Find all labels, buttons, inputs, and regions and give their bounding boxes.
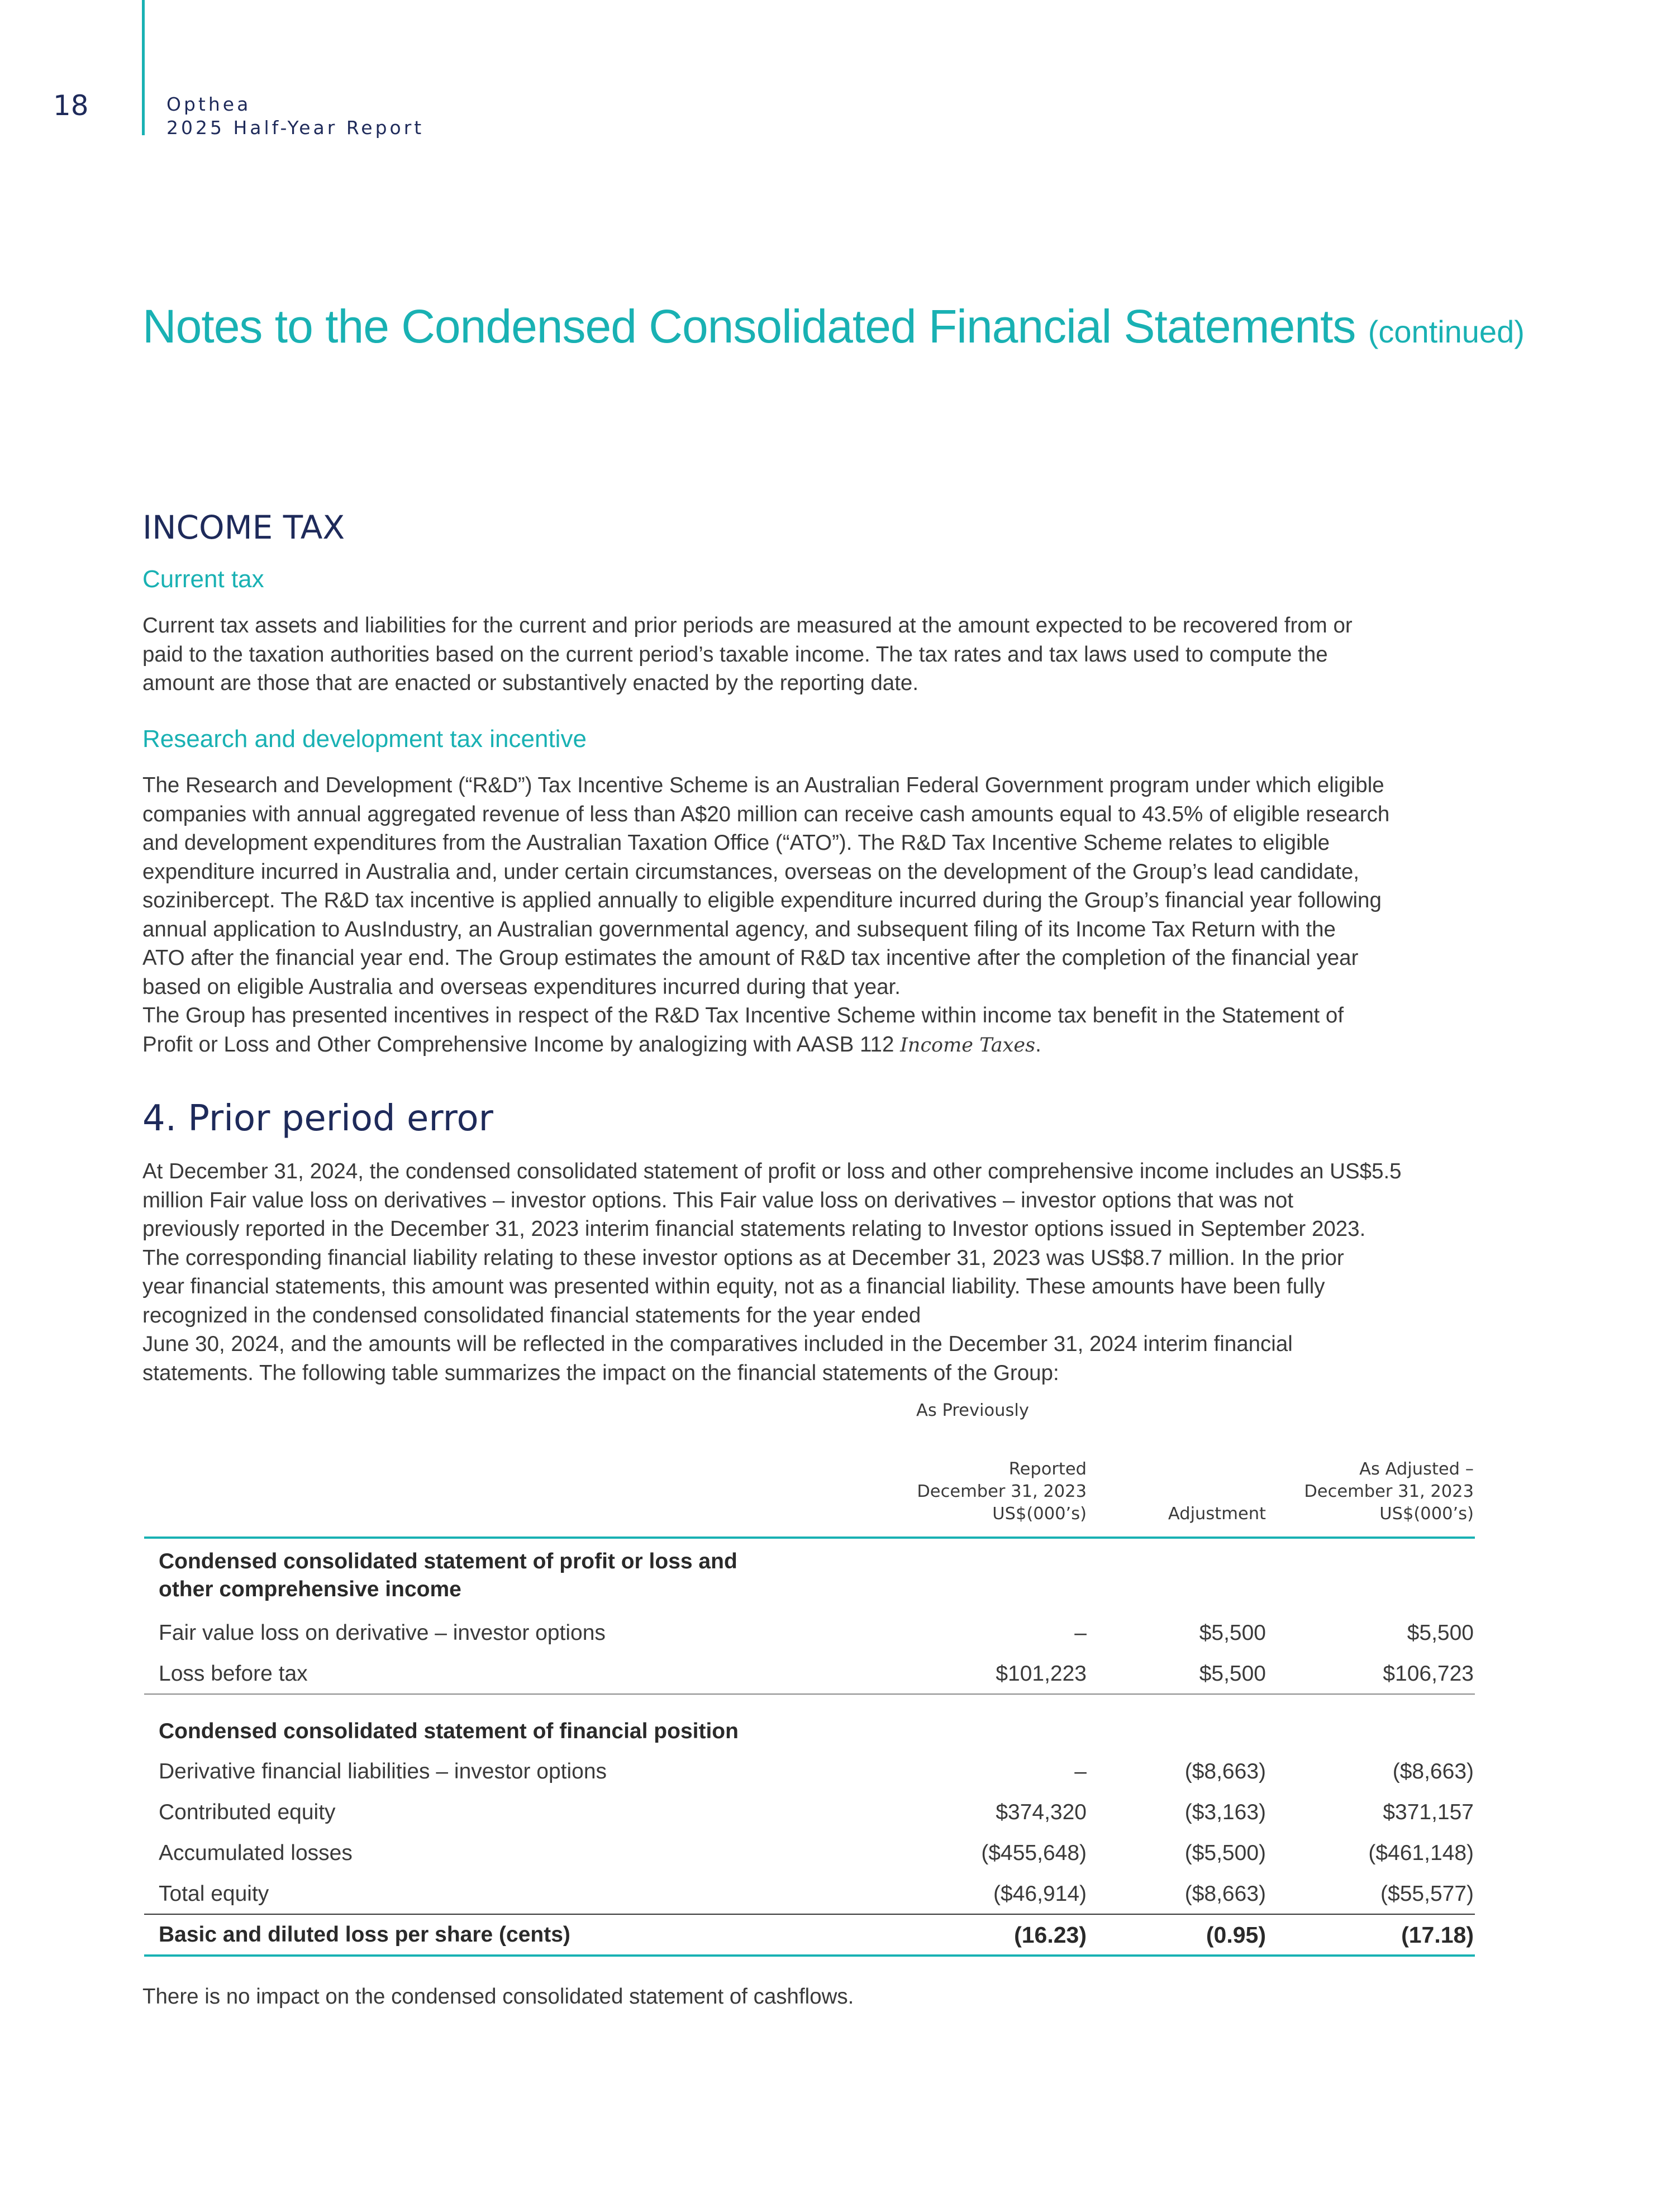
current-tax-line: amount are those that are enacted or substantively enacted by the reporting date.	[142, 671, 919, 695]
col-reported-header	[917, 1458, 1087, 1525]
prior-line: statements. The following table summarizes the impact on the financial statements of the Group:	[142, 1361, 1059, 1385]
col-reported-line: Reported	[1008, 1459, 1087, 1479]
rd-last-line-text: Profit or Loss and Other Comprehensive Income by analogizing with AASB 112	[142, 1032, 901, 1057]
row-adjustment: ($8,663)	[1184, 1882, 1266, 1906]
total-label: Basic and diluted loss per share (cents)	[159, 1923, 570, 1947]
total-adjustment: (0.95)	[1206, 1922, 1266, 1948]
col-reported-line: December 31, 2023	[917, 1482, 1087, 1501]
table-section-title	[159, 1548, 737, 1604]
row-reported: $101,223	[996, 1662, 1087, 1686]
row-label: Loss before tax	[159, 1662, 308, 1686]
row-adjustment: $5,500	[1199, 1662, 1266, 1686]
total-divider	[144, 1914, 1475, 1915]
row-label: Fair value loss on derivative – investor options	[159, 1621, 606, 1645]
row-reported: ($455,648)	[981, 1841, 1087, 1865]
header-report-title: 2025 Half-Year Report	[166, 117, 425, 139]
rd-line: ATO after the financial year end. The Group estimates the amount of R&D tax incentive after the completion of the financial year	[142, 946, 1359, 970]
section-title-line: other comprehensive income	[159, 1577, 461, 1601]
row-reported: –	[1074, 1759, 1087, 1783]
row-label: Total equity	[159, 1882, 269, 1906]
page-number: 18	[53, 89, 89, 122]
rd-line: The Group has presented incentives in respect of the R&D Tax Incentive Scheme within income tax benefit in the Statement of	[142, 1003, 1344, 1027]
row-adjustment: ($8,663)	[1184, 1759, 1266, 1783]
rd-last-line-end: .	[1035, 1032, 1041, 1057]
rd-incentive-subheading: Research and development tax incentive	[142, 725, 587, 753]
rd-line: companies with annual aggregated revenue of less than A$20 million can receive cash amounts equal to 43.5% of eligible research	[142, 802, 1390, 826]
prior-line: June 30, 2024, and the amounts will be reflected in the comparatives included in the December 31, 2024 interim financial	[142, 1332, 1293, 1356]
current-tax-line: Current tax assets and liabilities for the current and prior periods are measured at the amount expected to be recovered from or	[142, 613, 1353, 638]
rd-line: based on eligible Australia and overseas expenditures incurred during that year.	[142, 974, 901, 999]
row-label: Derivative financial liabilities – investor options	[159, 1759, 607, 1783]
rd-last-line	[142, 1030, 1500, 1060]
page-title	[142, 299, 1525, 354]
rd-line: sozinibercept. The R&D tax incentive is applied annually to eligible expenditure incurred during the Group’s financial year following	[142, 888, 1382, 912]
total-reported: (16.23)	[1014, 1922, 1087, 1948]
rd-line: The Research and Development (“R&D”) Tax Incentive Scheme is an Australian Federal Government program under which eligible	[142, 773, 1384, 797]
current-tax-paragraph	[142, 611, 1500, 698]
row-adjusted: ($55,577)	[1380, 1882, 1474, 1906]
prior-line: million Fair value loss on derivatives – investor options. This Fair value loss on derivatives – investor options that was not	[142, 1188, 1294, 1212]
col-adjusted-line: December 31, 2023	[1304, 1482, 1474, 1501]
table-section-title: Condensed consolidated statement of financial position	[159, 1719, 739, 1743]
current-tax-line: paid to the taxation authorities based on the current period’s taxable income. The tax rates and tax laws used to compute the	[142, 642, 1328, 667]
row-adjusted: $371,157	[1383, 1800, 1474, 1824]
section-divider	[144, 1694, 1475, 1695]
table-bottom-rule	[144, 1954, 1475, 1957]
row-label: Contributed equity	[159, 1800, 336, 1824]
col-adjusted-line: US$(000’s)	[1379, 1504, 1474, 1524]
row-adjustment: $5,500	[1199, 1621, 1266, 1645]
row-adjustment: ($5,500)	[1184, 1841, 1266, 1865]
col-reported-line: US$(000’s)	[992, 1504, 1087, 1524]
page-title-suffix: (continued)	[1368, 314, 1525, 349]
row-adjustment: ($3,163)	[1184, 1800, 1266, 1824]
row-reported: $374,320	[996, 1800, 1087, 1824]
rd-line: expenditure incurred in Australia and, under certain circumstances, overseas on the development of the Group’s lead candidate,	[142, 859, 1359, 884]
col-adjustment-header: Adjustment	[1168, 1504, 1266, 1524]
income-tax-heading: INCOME TAX	[142, 508, 345, 546]
row-reported: ($46,914)	[993, 1882, 1087, 1906]
prior-period-paragraph	[142, 1157, 1500, 1387]
page-title-main: Notes to the Condensed Consolidated Financial Statements	[142, 300, 1356, 353]
rd-incentive-paragraph	[142, 771, 1500, 1060]
table-top-rule	[144, 1536, 1475, 1539]
current-tax-subheading: Current tax	[142, 565, 264, 593]
section-title-line: Condensed consolidated statement of profit or loss and	[159, 1549, 737, 1573]
header-company: Opthea	[166, 93, 251, 115]
footer-note: There is no impact on the condensed consolidated statement of cashflows.	[142, 1985, 854, 2009]
total-adjusted: (17.18)	[1401, 1922, 1474, 1948]
col-reported-top: As Previously	[916, 1401, 1029, 1420]
row-adjusted: $5,500	[1407, 1621, 1474, 1645]
col-adjusted-line: As Adjusted –	[1359, 1459, 1474, 1479]
prior-line: recognized in the condensed consolidated financial statements for the year ended	[142, 1303, 921, 1328]
col-adjusted-header	[1304, 1458, 1474, 1525]
row-adjusted: $106,723	[1383, 1662, 1474, 1686]
row-reported: –	[1074, 1621, 1087, 1645]
prior-line: The corresponding financial liability relating to these investor options as at December 31, 2023 was US$8.7 million. In the prior	[142, 1245, 1344, 1270]
rd-line: and development expenditures from the Australian Taxation Office (“ATO”). The R&D Tax Incentive Scheme relates to eligible	[142, 831, 1330, 855]
rd-standard-name: Income Taxes	[900, 1034, 1036, 1057]
row-label: Accumulated losses	[159, 1841, 353, 1865]
row-adjusted: ($461,148)	[1368, 1841, 1474, 1865]
prior-period-heading: 4. Prior period error	[142, 1098, 493, 1139]
header-divider	[142, 0, 145, 135]
rd-line: annual application to AusIndustry, an Australian governmental agency, and subsequent filing of its Income Tax Return with the	[142, 917, 1336, 941]
prior-line: previously reported in the December 31, 2023 interim financial statements relating to Investor options issued in September 2023.	[142, 1217, 1366, 1241]
prior-line: At December 31, 2024, the condensed consolidated statement of profit or loss and other comprehensive income includes an US$5.5	[142, 1159, 1402, 1183]
prior-line: year financial statements, this amount was presented within equity, not as a financial liability. These amounts have been fully	[142, 1274, 1325, 1298]
row-adjusted: ($8,663)	[1392, 1759, 1474, 1783]
